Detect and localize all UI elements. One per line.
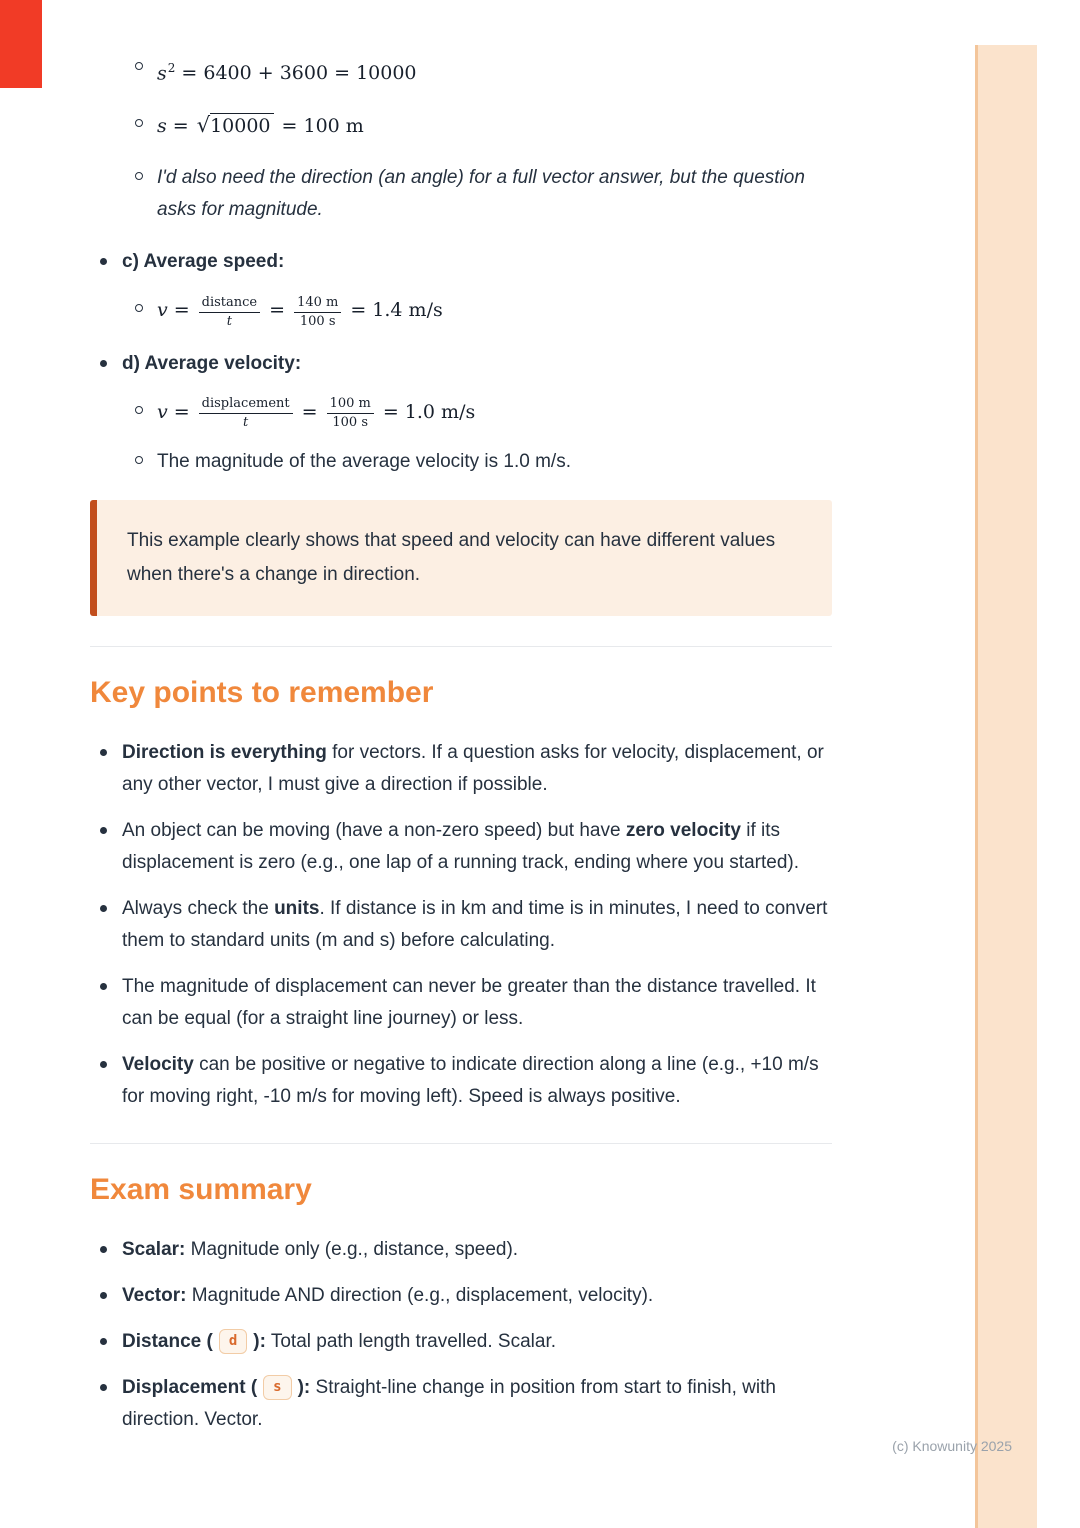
fraction-denominator: t (199, 413, 293, 431)
bullet-icon (100, 827, 107, 834)
list-item (90, 815, 832, 879)
text-run: The magnitude of displacement can never be greater than the distance travelled. It can be equal (for a straight line journey) or less. (122, 975, 816, 1029)
math-superscript: 2 (167, 61, 176, 75)
note-row (90, 446, 832, 478)
bullet-icon (100, 258, 107, 265)
circle-bullet-icon (135, 172, 143, 180)
section-divider (90, 1143, 832, 1144)
text-run: Velocity (122, 1053, 194, 1075)
math-expression: = 100 m (281, 115, 364, 138)
callout-note (90, 500, 832, 616)
bullet-icon (100, 1292, 107, 1299)
worked-example-section (90, 52, 832, 616)
list-item-text (122, 815, 832, 879)
velocity-magnitude-note: The magnitude of the average velocity is 1.0 m/s. (157, 450, 571, 472)
text-run: Magnitude only (e.g., distance, speed). (185, 1238, 519, 1260)
math-step-row (90, 109, 832, 142)
math-result: = 1.0 m/s (382, 401, 476, 424)
text-run: Vector: (122, 1284, 187, 1306)
text-run: Always check the (122, 897, 275, 919)
corner-accent (0, 0, 42, 88)
list-item (90, 1372, 832, 1436)
math-radicand: 10000 (210, 113, 273, 137)
list-item-text (122, 971, 832, 1035)
math-var: s (157, 62, 167, 85)
text-run: An object can be moving (have a non-zero speed) but have (122, 819, 626, 841)
fraction-numerator: displacement (201, 396, 290, 412)
text-run: Scalar: (122, 1238, 186, 1260)
circle-bullet-icon (135, 406, 143, 414)
notes-content (90, 52, 832, 1436)
list-item-text (122, 1049, 832, 1113)
text-run: . If distance is in km and time is in minutes, I need to convert them to standard units (m and s) before calculating. (122, 897, 828, 951)
list-item (90, 1049, 832, 1113)
fraction-numerator: 140 m (297, 294, 339, 310)
list-item (90, 971, 832, 1035)
list-item-text (122, 1326, 556, 1358)
math-step-row (90, 52, 832, 89)
average-speed-label: c) Average speed: (122, 251, 285, 273)
text-run: can be positive or negative to indicate direction along a line (e.g., +10 m/s for moving right, -10 m/s for moving left). Speed is always positive. (122, 1053, 819, 1107)
bullet-icon (100, 1384, 107, 1391)
list-item-d (90, 348, 832, 380)
bullet-icon (100, 983, 107, 990)
callout-text: This example clearly shows that speed and velocity can have different values when there's a change in direction. (127, 529, 776, 585)
list-item (90, 737, 832, 801)
text-run: Straight-line change in position from start to finish, with direction. Vector. (122, 1376, 776, 1430)
circle-bullet-icon (135, 62, 143, 70)
equation-s-squared (157, 52, 417, 89)
circle-bullet-icon (135, 119, 143, 127)
fraction (199, 396, 293, 432)
text-run: Direction is everything (122, 741, 327, 763)
fraction (199, 295, 260, 331)
right-margin-stripe (975, 45, 1037, 1528)
list-item (90, 1280, 832, 1312)
bullet-icon (100, 749, 107, 756)
text-run: Displacement ( (122, 1376, 258, 1398)
code-chip: s (263, 1375, 291, 1400)
text-run: ): (253, 1330, 266, 1352)
math-operator: = (173, 299, 190, 322)
text-run: Total path length travelled. Scalar. (265, 1330, 557, 1352)
note-row (90, 162, 832, 226)
equation-average-velocity (157, 396, 475, 432)
bullet-icon (100, 905, 107, 912)
section-divider (90, 646, 832, 647)
fraction (294, 295, 341, 331)
list-item-c (90, 246, 832, 278)
bullet-icon (100, 1061, 107, 1068)
list-item-text (122, 893, 832, 957)
bullet-icon (100, 1246, 107, 1253)
fraction-denominator: t (199, 312, 260, 330)
math-step-row (90, 396, 832, 432)
fraction-numerator: distance (201, 294, 258, 310)
fraction-denominator: 100 s (327, 413, 374, 431)
list-item (90, 1234, 832, 1266)
math-result: = 1.4 m/s (350, 299, 443, 322)
bullet-icon (100, 1338, 107, 1345)
copyright-watermark: (c) Knowunity 2025 (892, 1438, 1012, 1454)
text-run: zero velocity (625, 819, 741, 841)
math-operator: = (301, 401, 318, 424)
equation-square-root (157, 109, 364, 142)
list-item-text (122, 1234, 518, 1266)
math-var: v (157, 401, 168, 424)
fraction (327, 396, 374, 432)
key-points-heading: Key points to remember (90, 675, 434, 709)
math-var: s (157, 115, 167, 138)
text-run: Distance ( (122, 1330, 213, 1352)
direction-note-text: I'd also need the direction (an angle) for a full vector answer, but the question asks for magnitude. (157, 167, 805, 221)
bullet-icon (100, 360, 107, 367)
average-velocity-label: d) Average velocity: (122, 353, 302, 375)
math-step-row (90, 294, 832, 330)
math-operator: = (172, 115, 189, 138)
key-points-section (90, 675, 832, 1113)
square-root-icon: √10000 (197, 109, 274, 142)
list-item (90, 893, 832, 957)
circle-bullet-icon (135, 456, 143, 464)
fraction-numerator: 100 m (329, 396, 371, 412)
text-run: units (274, 897, 320, 919)
math-var: v (157, 299, 168, 322)
list-item-text (122, 1280, 653, 1312)
exam-summary-section (90, 1172, 832, 1436)
text-run: for vectors. If a question asks for velocity, displacement, or any other vector, I must give a direction if possible. (122, 741, 824, 795)
text-run: ): (297, 1376, 311, 1398)
text-run: Magnitude AND direction (e.g., displacement, velocity). (186, 1284, 654, 1306)
text-run: if its displacement is zero (e.g., one lap of a running track, ending where you started). (122, 819, 799, 873)
math-operator: = (173, 401, 190, 424)
math-operator: = (269, 299, 286, 322)
equation-average-speed (157, 294, 443, 330)
circle-bullet-icon (135, 304, 143, 312)
exam-summary-heading: Exam summary (90, 1172, 312, 1206)
list-item-text (122, 737, 832, 801)
list-item (90, 1326, 832, 1358)
math-expression: = 6400 + 3600 = 10000 (181, 62, 417, 85)
fraction-denominator: 100 s (294, 312, 341, 330)
list-item-text (122, 1372, 832, 1436)
code-chip: d (219, 1329, 247, 1354)
